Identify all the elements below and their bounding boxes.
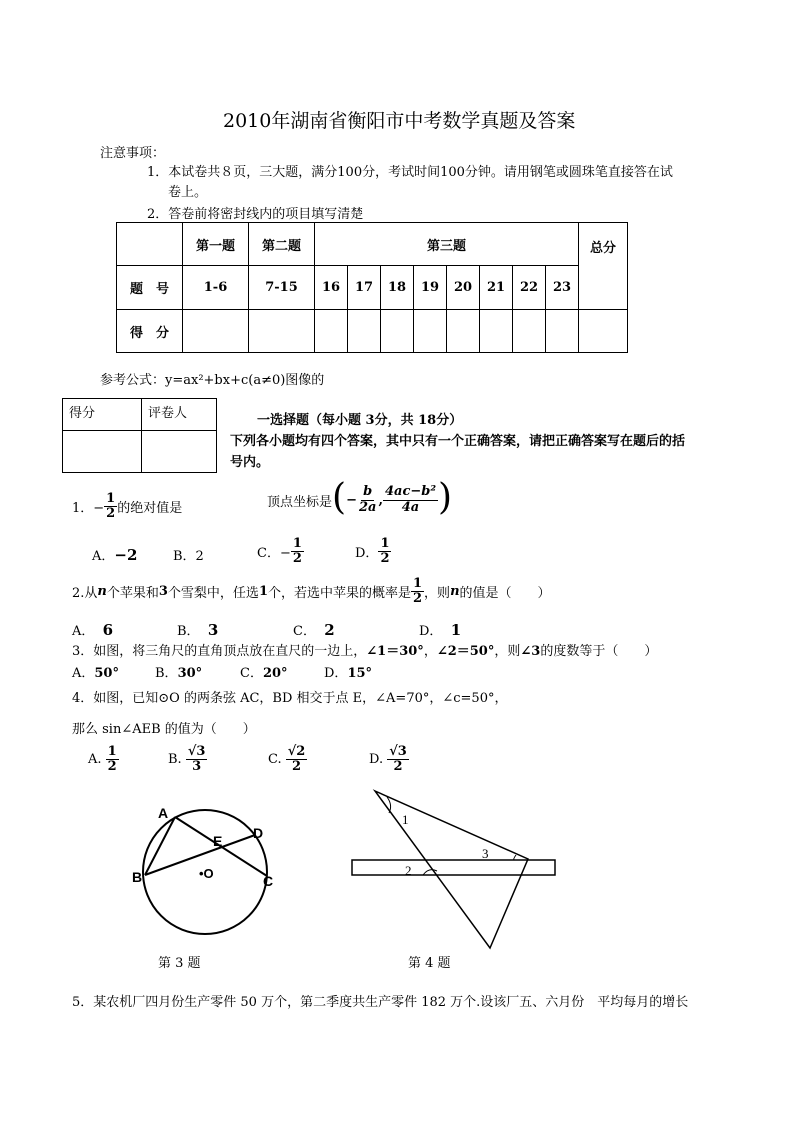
q3-option-d[interactable] <box>324 662 372 681</box>
q2-frac-den: 2 <box>413 591 423 607</box>
q1-option-c[interactable] <box>257 537 304 567</box>
score-num-cell: 16 <box>315 266 348 310</box>
score-num-cell: 18 <box>381 266 414 310</box>
q2-option-b[interactable] <box>177 620 218 639</box>
vertex-formula <box>267 477 453 518</box>
q3-option-d-value: 15° <box>347 666 373 681</box>
q4-option-d-fraction <box>387 745 409 775</box>
label-angle-1: 1 <box>402 812 409 827</box>
score-row-label-score: 得 分 <box>117 310 183 353</box>
q3-angle-2: ∠2＝50° <box>436 644 495 659</box>
vertex-paren-left: ( <box>332 477 347 518</box>
label-angle-3: 3 <box>482 846 489 861</box>
q4-option-b-fraction <box>186 745 208 775</box>
q3-sep: ， <box>423 644 437 659</box>
score-blank[interactable] <box>315 310 348 353</box>
question-4-line-1: 4．如图，已知⊙O 的两条弦 AC，BD 相交于点 E，∠A=70°，∠c=50°， <box>72 691 508 706</box>
q4-option-b-label: B. <box>168 752 182 768</box>
q4-option-a[interactable] <box>88 745 119 775</box>
q2-n2: n <box>450 584 460 600</box>
label-o: •O <box>199 866 214 881</box>
q2-option-b-value: 3 <box>207 621 219 639</box>
score-table-corner <box>117 223 183 266</box>
score-blank[interactable] <box>480 310 513 353</box>
vertex-minus: − <box>346 492 357 508</box>
label-d: D <box>253 825 264 841</box>
q2-text-c: 个雪梨中，任选 <box>167 586 259 602</box>
q2-option-d-value: 1 <box>450 621 462 639</box>
q1-suffix: 的绝对值是 <box>117 501 183 517</box>
q1-option-d[interactable] <box>355 537 391 567</box>
score-num-cell: 20 <box>447 266 480 310</box>
q4-option-b[interactable] <box>168 745 207 775</box>
q4-option-c[interactable] <box>268 745 307 775</box>
q2-text-b: 个苹果和 <box>106 586 159 602</box>
vertex-comma: , <box>378 492 383 508</box>
score-header-part2: 第二题 <box>249 223 315 266</box>
score-header-part3: 第三题 <box>315 223 579 266</box>
label-e: E <box>213 833 223 849</box>
figure-4-triangle-ruler <box>345 785 565 955</box>
score-blank[interactable] <box>579 310 628 353</box>
q2-option-c[interactable] <box>293 620 335 639</box>
score-blank[interactable] <box>381 310 414 353</box>
q4-option-d-label: D. <box>369 752 384 768</box>
score-num-cell: 23 <box>546 266 579 310</box>
vertex-y-fraction <box>383 485 438 515</box>
q3-option-b-label: B． <box>155 666 178 681</box>
q2-text-a: 2.从 <box>72 586 98 602</box>
q4-option-a-den: 2 <box>107 759 117 775</box>
q3-text-c: 的度数等于（ ） <box>540 644 658 659</box>
score-range-1: 1-6 <box>183 266 249 310</box>
score-num-cell: 21 <box>480 266 513 310</box>
section1-desc-line1: 下列各小题均有四个答案，其中只有一个正确答案，请把正确答案写在题后的括 <box>230 434 686 449</box>
q2-option-d[interactable] <box>419 620 461 639</box>
q4-option-d-num: √3 <box>389 744 407 759</box>
q4-option-c-label: C. <box>268 752 282 768</box>
figure-3-caption: 第 3 题 <box>158 956 201 971</box>
notes-line-2: 2．答卷前将密封线内的项目填写清楚 <box>147 207 364 222</box>
score-blank[interactable] <box>348 310 381 353</box>
score-blank[interactable] <box>414 310 447 353</box>
q2-text-d: 个，若选中苹果的概率是 <box>267 586 411 602</box>
q1-frac-num: 1 <box>106 491 116 506</box>
q2-one: 1 <box>258 584 268 600</box>
score-blank[interactable] <box>183 310 249 353</box>
q3-option-a[interactable] <box>72 662 119 681</box>
score-blank[interactable] <box>249 310 315 353</box>
q1-option-c-fraction <box>291 537 304 567</box>
vertex-label: 顶点坐标是 <box>267 494 333 510</box>
q3-option-c[interactable] <box>240 662 288 681</box>
section1-title: 一选择题（每小题 3分，共 18分） <box>257 413 463 428</box>
q1-frac-den: 2 <box>106 506 116 522</box>
question-1 <box>72 492 182 522</box>
q3-option-b-value: 30° <box>177 666 203 681</box>
q4-option-d[interactable] <box>369 745 409 775</box>
vertex-y-den: 4a <box>401 499 420 515</box>
formula-text: 参考公式：y=ax²+bx+c(a≠0)图像的 <box>100 373 325 388</box>
label-a: A <box>158 805 169 821</box>
score-header-part1: 第一题 <box>183 223 249 266</box>
score-blank[interactable] <box>447 310 480 353</box>
notes-line-1b: 卷上。 <box>168 185 208 200</box>
question-4-line-2: 那么 sin∠AEB 的值为（ ） <box>72 722 256 737</box>
grade-box-score-label: 得分 <box>63 399 142 431</box>
q2-option-b-label: B． <box>177 624 200 639</box>
q2-option-c-label: C． <box>293 624 316 639</box>
q3-text-a: 3．如图，将三角尺的直角顶点放在直尺的一边上， <box>72 644 367 659</box>
grade-box <box>62 398 217 473</box>
q4-option-b-den: 3 <box>192 759 202 775</box>
q1-option-c-label: C．− <box>257 546 291 562</box>
q2-option-a-value: 6 <box>102 621 114 639</box>
vertex-x-den: 2a <box>358 499 377 515</box>
q3-option-b[interactable] <box>155 662 202 681</box>
q1-option-c-num: 1 <box>292 536 302 551</box>
score-num-cell: 22 <box>513 266 546 310</box>
page-title: 2010年湖南省衡阳市中考数学真题及答案 <box>223 110 576 132</box>
q3-option-a-label: A． <box>72 666 95 681</box>
q1-option-d-fraction <box>378 537 391 567</box>
q1-option-a[interactable] <box>92 545 137 564</box>
score-blank[interactable] <box>513 310 546 353</box>
q4-option-a-fraction <box>106 745 119 775</box>
q4-option-c-num: √2 <box>287 744 306 759</box>
q4-option-d-den: 2 <box>393 759 403 775</box>
q2-option-d-label: D． <box>419 624 443 639</box>
q3-option-d-label: D． <box>324 666 348 681</box>
grade-box-grader-label: 评卷人 <box>142 399 217 431</box>
q1-prefix: 1．− <box>72 501 105 517</box>
q2-n1: n <box>97 584 107 600</box>
q2-frac-num: 1 <box>413 576 423 591</box>
q2-three: 3 <box>158 584 168 600</box>
q2-option-c-value: 2 <box>324 621 335 639</box>
vertex-paren-right: ) <box>438 477 453 518</box>
vertex-x-num: b <box>363 484 373 500</box>
q1-option-a-label: A． <box>92 549 115 564</box>
q4-option-b-num: √3 <box>187 744 206 759</box>
figure-4-caption: 第 4 题 <box>408 956 451 971</box>
label-b: B <box>132 869 143 885</box>
label-c: C <box>263 873 274 889</box>
q1-option-b[interactable]: B．2 <box>173 549 204 564</box>
q4-option-a-label: A. <box>88 752 102 768</box>
q3-angle-1: ∠1＝30° <box>366 644 424 659</box>
notes-heading: 注意事项： <box>100 146 166 161</box>
question-3 <box>72 640 657 659</box>
q3-text-b: ，则 <box>494 644 521 659</box>
q1-option-d-num: 1 <box>380 536 390 551</box>
vertex-y-num: 4ac−b² <box>384 484 437 500</box>
vertex-x-fraction <box>357 485 378 515</box>
q1-option-a-value: −2 <box>114 546 138 564</box>
q3-option-c-value: 20° <box>262 666 288 681</box>
q1-option-d-den: 2 <box>380 551 390 567</box>
q3-option-a-value: 50° <box>94 666 119 681</box>
q2-text-e: ，则 <box>424 586 451 602</box>
q4-option-c-den: 2 <box>292 759 302 775</box>
score-range-2: 7-15 <box>249 266 315 310</box>
q2-text-f: 的值是（ ） <box>459 586 551 602</box>
score-header-total: 总分 <box>579 223 628 310</box>
question-5: 5．某农机厂四月份生产零件 50 万个，第二季度共生产零件 182 万个.设该厂五、六月份 平均每月的增长 <box>72 995 689 1010</box>
score-blank[interactable] <box>546 310 579 353</box>
section1-desc-line2: 号内。 <box>230 455 270 470</box>
score-num-cell: 19 <box>414 266 447 310</box>
grade-box-grader-blank[interactable] <box>142 431 217 473</box>
q2-option-a-label: A． <box>72 624 95 639</box>
score-num-cell: 17 <box>348 266 381 310</box>
q2-fraction <box>411 577 424 607</box>
grade-box-score-blank[interactable] <box>63 431 142 473</box>
q3-angle-3: ∠3 <box>520 644 541 659</box>
q3-option-c-label: C． <box>240 666 263 681</box>
label-angle-2: 2 <box>405 863 412 878</box>
score-row-label-num: 题 号 <box>117 266 183 310</box>
q2-option-a[interactable] <box>72 620 113 639</box>
q4-option-a-num: 1 <box>107 744 117 759</box>
q4-option-c-fraction <box>286 745 308 775</box>
q1-option-d-label: D． <box>355 546 379 562</box>
q1-fraction <box>104 492 117 522</box>
score-table <box>116 222 628 353</box>
question-2 <box>72 577 551 607</box>
q1-option-c-den: 2 <box>292 551 302 567</box>
figure-3-circle <box>125 800 285 940</box>
notes-line-1a: 1．本试卷共８页，三大题，满分100分，考试时间100分钟。请用钢笔或圆珠笔直接答在试 <box>147 165 673 180</box>
